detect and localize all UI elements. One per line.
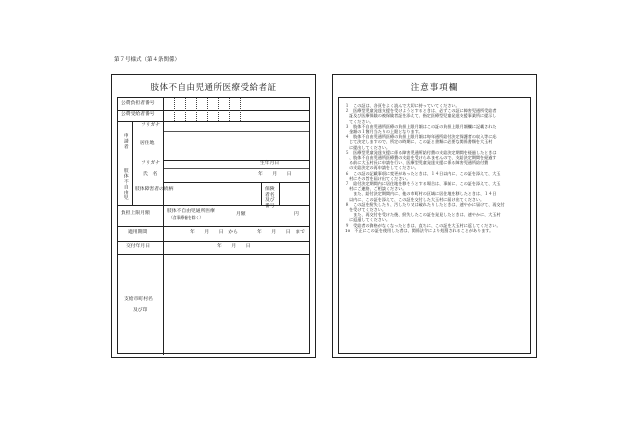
form-code: 第７号様式（第４条関係） (114, 57, 181, 63)
period-from: 年 月 日 から (190, 230, 238, 235)
note-line: 、肢体不自由児通所医療費の支給を受けられませんので、支給決定期間を経過す (345, 155, 497, 161)
note-line: 証及び医療保険の被保険者証を添えて、指定医療型児童発達支援事業所に提示し (345, 113, 497, 119)
notes-list (345, 103, 527, 233)
note-line: ３ 肢体不自由児通所医療の負担上限月額はこの証の負担上限月額欄に記載された (345, 123, 497, 129)
furigana-child-label: フリガナ (141, 161, 160, 166)
note-line: ５ 医療型児童発達支援に係る障害児通所給付費の支給決定期間を経過したときは (345, 149, 497, 155)
limit-sub: （食事療養を除く） (169, 215, 204, 220)
note-line: 村にその旨を届け出てください。 (345, 175, 411, 181)
applicant-vertical-label: 申請者 (122, 133, 128, 150)
municipality-label-line2: 及び印 (133, 308, 148, 313)
note-line: １ この証は、各頁をよく読んで大切に持っていてください。 (345, 103, 460, 108)
note-line: ６ この証の記載事項に変更があったときは、１４日以内に、この証を添えて、大玉 (345, 170, 501, 176)
limit-detail: 肢体不自由児通所医療 (167, 209, 215, 214)
insurance-label: 保険者名及び番号 (265, 187, 275, 209)
note-line: ２ 医療型児童発達支援を受けようとするときは、必ずこの証に障害児通所受給者 (345, 108, 497, 114)
limit-month-label: 月額 (236, 212, 246, 217)
limit-label: 負担上限月額 (121, 211, 150, 216)
note-line: ７ 給付決定期間内に居住地を移そうとする場合は、事前に、この証を添えて、大玉 (345, 181, 501, 187)
issue-date-label: 交付年月日 (126, 244, 150, 249)
note-line: を受けてください。 (345, 207, 386, 213)
issue-date-value: 年 月 日 (217, 244, 251, 249)
child-name-label: 氏 名 (143, 172, 158, 177)
note-line: に提出してください。 (345, 144, 391, 150)
note-line: また、再交付を受けた後、紛失したこの証を発見したときは、速やかに、大玉村 (345, 212, 501, 218)
note-line: 10 不正にこの証を使用した者は、関係法令により処罰されることがあります。 (345, 227, 494, 233)
note-line: 金額の１箇月当たりの上限となります。 (345, 129, 423, 135)
birth-date-value: 年 月 日 (258, 172, 292, 177)
note-line: じて決定しますので、所定の時期に、この証と書類に必要な関係書類を大玉村 (345, 139, 493, 145)
notes-sheet (332, 74, 537, 358)
note-line: 以内に、この証を添えて、この証を交付した大玉村に届け出てください。 (345, 196, 485, 202)
relation-label: 肢体障害者の続柄 (135, 187, 174, 192)
certificate-table (117, 97, 310, 354)
note-line: ４ 肢体不自由児通所医療の負担上限月額は毎年通所給付決定保護者の収入等に応 (345, 134, 497, 140)
note-line: ８ この証を紛失したり、汚したり又は破れたりしたときは、速やかに届けて、再交付 (345, 201, 505, 207)
municipality-label-line1: 支給市町村名 (124, 297, 153, 302)
note-line: る前に大玉村長に申請を行い、医療型児童発達支援に係る障害児通所給付費 (345, 160, 489, 166)
jukyusha-number-label: 公費受給者番号 (121, 112, 155, 117)
certificate-title: 肢体不自由児通所医療受給者証 (150, 83, 277, 93)
notes-box (338, 97, 531, 354)
futansha-number-label: 公費負担者番号 (121, 101, 155, 106)
certificate-sheet (111, 74, 316, 358)
birth-label: 生年月日 (260, 161, 280, 166)
note-line: の支給決定の再申請をしてください。 (345, 165, 419, 171)
note-line: また、給付決定期間内に、他の市町村の区域に居住地を移したときは、１４日 (345, 191, 497, 197)
note-line: 村にご連絡、ご相談ください。 (345, 186, 407, 192)
notes-title: 注意事項欄 (410, 83, 459, 93)
period-to: 年 月 日 まで (257, 230, 305, 235)
child-vertical-label: 肢体不自由児 (122, 168, 128, 201)
furigana-label: フリガナ (141, 123, 160, 128)
period-label: 適用期間 (128, 230, 148, 235)
note-line: に返還してください。 (345, 217, 391, 223)
limit-unit: 円 (294, 212, 299, 217)
address-label: 居住地 (140, 141, 155, 146)
note-line: てください。 (345, 118, 374, 124)
note-line: ９ 受給者の資格がなくなったときは、直ちに、この証を大玉村に返してください。 (345, 222, 501, 228)
